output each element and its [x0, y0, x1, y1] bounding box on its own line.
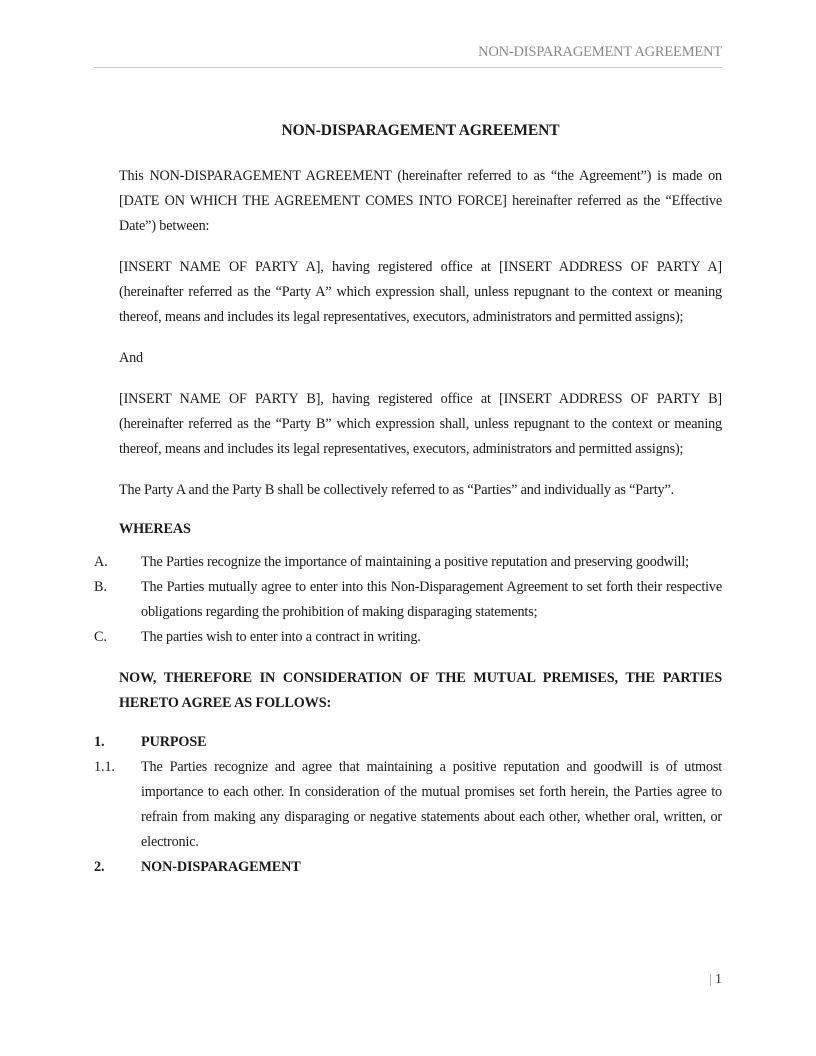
- page-footer: [94, 972, 722, 988]
- clause-marker: 1.: [94, 734, 105, 750]
- running-header: [94, 44, 722, 68]
- list-item-text: The parties wish to enter into a contract in writing.: [141, 629, 421, 645]
- paragraph-party-b: [INSERT NAME OF PARTY B], having registered office at [INSERT ADDRESS OF PARTY B] (hereinafter referred as the “Party B” which expression shall, unless repugnant to the context or meaning thereof, means and includes its legal representatives, executors, administrators and permitted assigns);: [119, 391, 722, 457]
- list-item-text: The Parties recognize the importance of maintaining a positive reputation and preserving goodwill;: [141, 554, 689, 570]
- list-item-marker: B.: [94, 579, 107, 595]
- clause-marker: 1.1.: [94, 759, 115, 775]
- clause-heading: PURPOSE: [141, 734, 207, 750]
- document-title: NON-DISPARAGEMENT AGREEMENT: [281, 122, 560, 139]
- list-item-marker: C.: [94, 629, 107, 645]
- list-item: [94, 575, 722, 625]
- paragraph-collective-definition: The Party A and the Party B shall be collectively referred to as “Parties” and individually as “Party”.: [119, 482, 675, 498]
- clause-item: [94, 855, 722, 880]
- clause-item: [94, 755, 722, 855]
- list-item: [94, 625, 722, 650]
- recitals-list: [94, 550, 722, 650]
- clause-text: The Parties recognize and agree that maintaining a positive reputation and goodwill is of utmost importance to each other. In consideration of the mutual promises set forth herein, the Parties agree to refrain from making any disparaging or negative statements about each other, whether oral, written, or electronic.: [141, 759, 722, 850]
- document-body: [94, 122, 722, 880]
- clause-heading: NON-DISPARAGEMENT: [141, 859, 301, 875]
- running-header-title: NON-DISPARAGEMENT AGREEMENT: [478, 44, 722, 60]
- footer-separator: |: [709, 972, 712, 987]
- page-number: 1: [715, 972, 722, 987]
- paragraph-party-a: [INSERT NAME OF PARTY A], having registered office at [INSERT ADDRESS OF PARTY A] (hereinafter referred as the “Party A” which expression shall, unless repugnant to the context or meaning thereof, means and includes its legal representatives, executors, administrators and permitted assigns);: [119, 259, 722, 325]
- list-item-text: The Parties mutually agree to enter into this Non-Disparagement Agreement to set forth their respective obligations regarding the prohibition of making disparaging statements;: [141, 579, 722, 620]
- whereas-heading: WHEREAS: [119, 521, 191, 537]
- clause-marker: 2.: [94, 859, 105, 875]
- clauses-list: [94, 730, 722, 880]
- clause-item: [94, 730, 722, 755]
- paragraph-and: And: [119, 350, 143, 366]
- paragraph-intro: This NON-DISPARAGEMENT AGREEMENT (hereinafter referred to as “the Agreement”) is made on [DATE ON WHICH THE AGREEMENT COMES INTO FORCE] hereinafter referred as the “Effective Date”) between:: [119, 168, 722, 234]
- paragraph-now-therefore: NOW, THEREFORE IN CONSIDERATION OF THE MUTUAL PREMISES, THE PARTIES HERETO AGREE AS FOLLOWS:: [119, 670, 722, 711]
- list-item: [94, 550, 722, 575]
- list-item-marker: A.: [94, 554, 108, 570]
